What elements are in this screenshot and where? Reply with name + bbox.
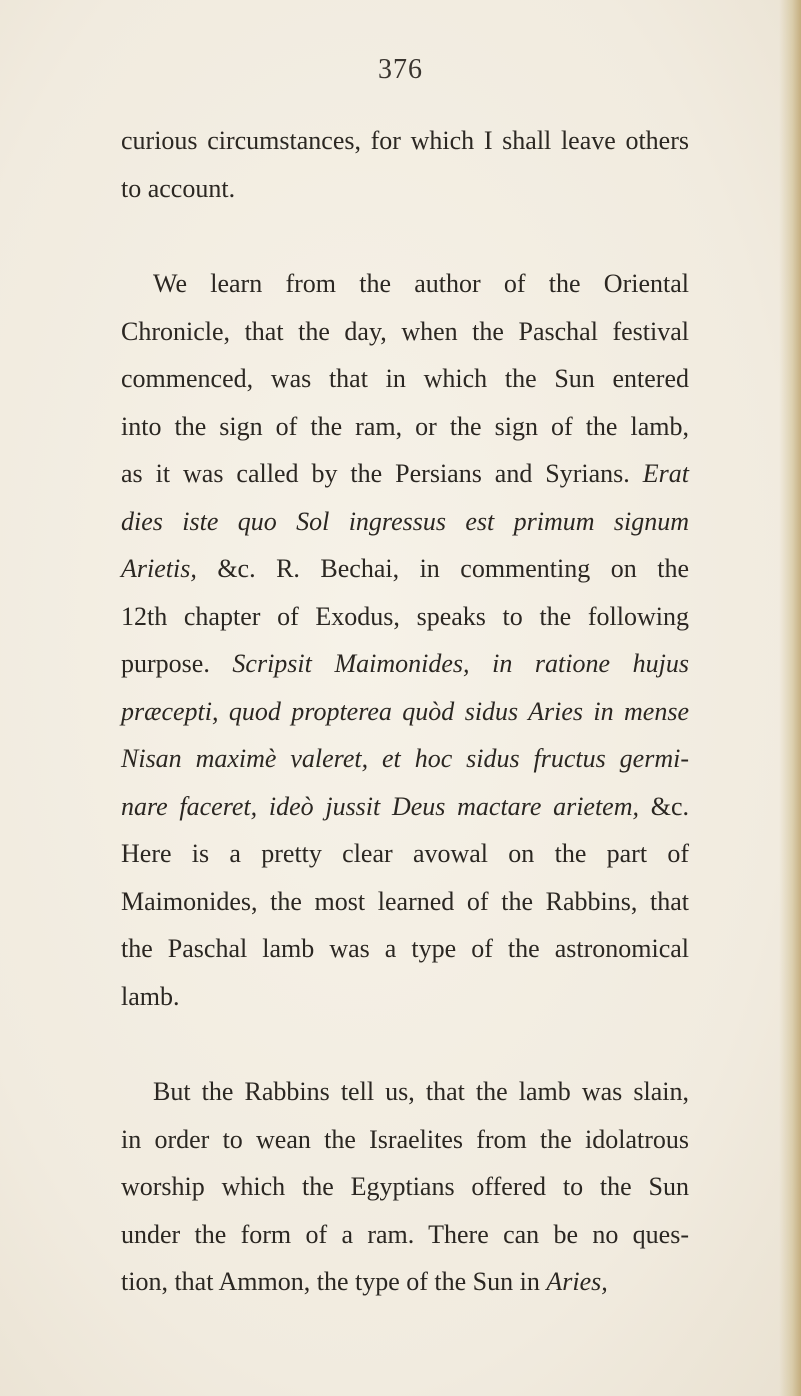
text-line — [121, 498, 689, 546]
text-line — [121, 688, 689, 736]
text-run: &c. — [639, 791, 690, 821]
text-run: as it was called by the Persians and Syrians. — [121, 459, 643, 488]
text-run: into the sign of the ram, or the sign of the lamb, — [121, 411, 689, 441]
text-run: worship which the Egyptians offered to the Sun — [121, 1172, 689, 1201]
text-line — [121, 783, 689, 831]
paragraph-gap — [121, 1020, 689, 1068]
text-line — [121, 1258, 689, 1306]
italic-text: Nisan maximè valeret, et hoc sidus fructus germi- — [121, 744, 689, 773]
text-line — [121, 1163, 689, 1211]
text-line — [121, 640, 689, 688]
paragraph — [121, 1068, 689, 1306]
text-line — [121, 545, 689, 593]
text-line — [121, 308, 689, 356]
text-run: &c. R. Bechai, in commenting on the — [196, 554, 689, 583]
text-line — [121, 593, 689, 641]
text-line — [121, 355, 689, 403]
italic-text: Arietis, — [121, 554, 197, 583]
text-run: curious circumstances, for which I shall leave others — [121, 126, 689, 155]
text-line — [121, 117, 689, 165]
text-run: But the Rabbins tell us, that the lamb was slain, — [153, 1077, 689, 1106]
text-line — [121, 1211, 689, 1259]
text-run: tion, that Ammon, the type of the Sun in — [121, 1267, 547, 1296]
text-run: Here is a pretty clear avowal on the part of — [121, 839, 689, 868]
text-line — [121, 830, 689, 878]
paragraph-gap — [121, 212, 689, 260]
text-line — [121, 735, 689, 783]
body-text — [121, 117, 689, 1306]
text-run: Chronicle, that the day, when the Paschal festival — [121, 316, 689, 346]
paragraph — [121, 260, 689, 1020]
text-line — [121, 165, 689, 213]
text-run: We learn from the author of the Oriental — [153, 269, 689, 298]
text-line — [121, 1116, 689, 1164]
text-run: 12th chapter of Exodus, speaks to the following — [121, 601, 689, 631]
text-line — [121, 260, 689, 308]
page-number: 376 — [378, 54, 423, 85]
italic-text: Aries, — [546, 1267, 608, 1296]
italic-text: præcepti, quod propterea quòd sidus Aries in mense — [121, 696, 689, 726]
italic-text: Erat — [642, 459, 689, 488]
text-line — [121, 925, 689, 973]
italic-text: nare faceret, ideò jussit Deus mactare arietem, — [121, 791, 640, 821]
text-line — [121, 878, 689, 926]
text-line — [121, 973, 689, 1021]
italic-text: dies iste quo Sol ingressus est primum signum — [121, 506, 689, 536]
text-run: under the form of a ram. There can be no ques- — [121, 1219, 689, 1249]
text-line — [121, 403, 689, 451]
page-edge-shadow — [779, 0, 801, 1396]
text-run: in order to wean the Israelites from the idolatrous — [121, 1124, 689, 1154]
paragraph — [121, 117, 689, 212]
text-run: Maimonides, the most learned of the Rabbins, that — [121, 886, 689, 916]
text-run: lamb. — [121, 981, 180, 1011]
text-run: commenced, was that in which the Sun entered — [121, 364, 689, 393]
text-run: to account. — [121, 173, 236, 203]
text-run: purpose. — [121, 649, 233, 678]
text-line — [121, 450, 689, 498]
text-line — [121, 1068, 689, 1116]
italic-text: Scripsit Maimonides, in ratione hujus — [232, 649, 689, 678]
text-run: the Paschal lamb was a type of the astronomical — [121, 934, 689, 963]
